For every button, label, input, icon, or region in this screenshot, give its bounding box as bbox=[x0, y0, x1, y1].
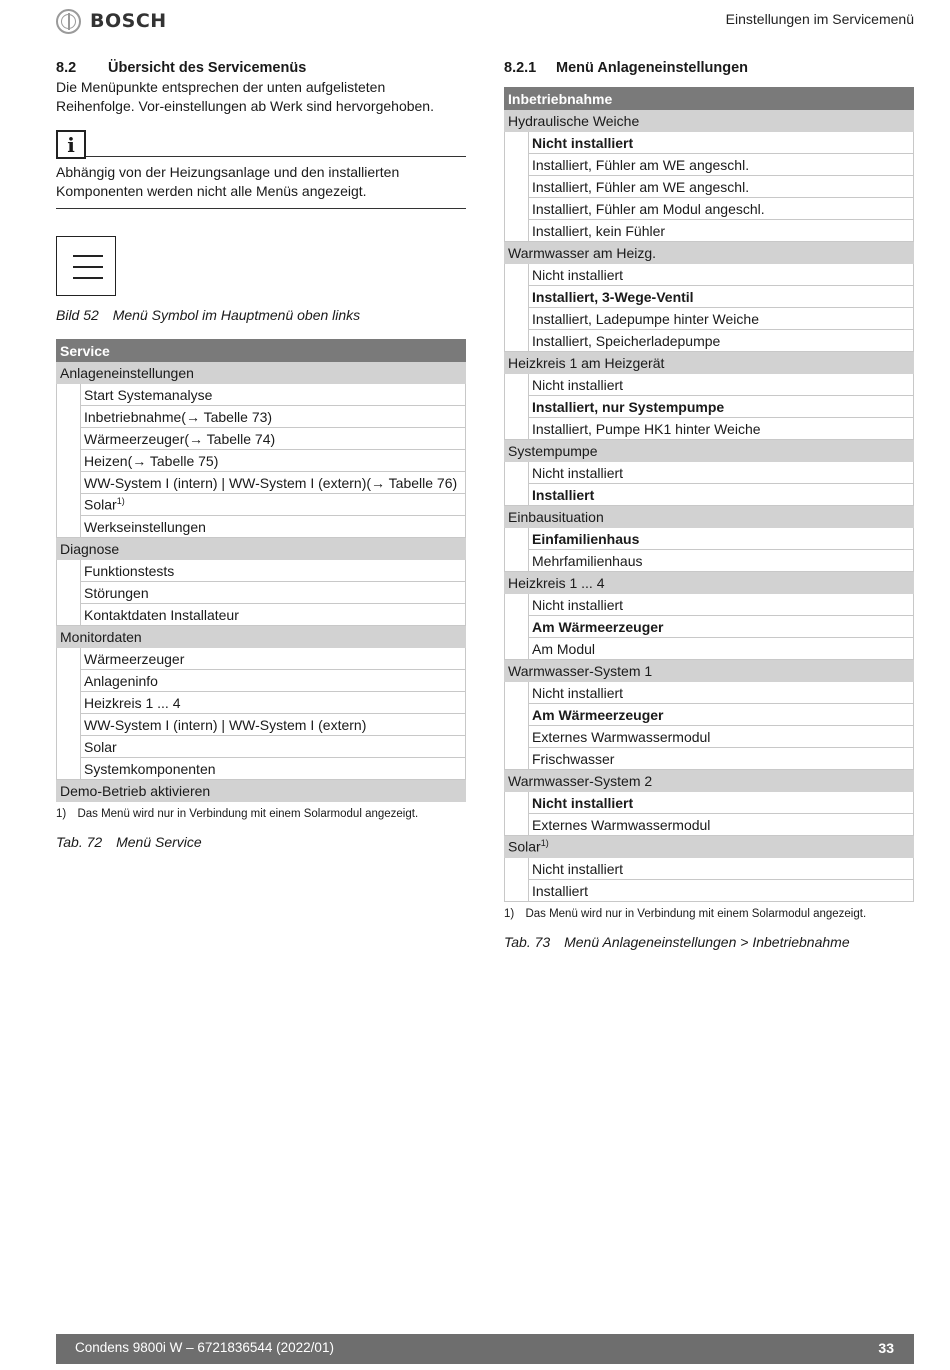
menu-item bbox=[529, 550, 914, 572]
document-id: Condens 9800i W – 6721836544 (2022/01) bbox=[75, 1340, 334, 1355]
section-heading bbox=[56, 58, 466, 78]
menu-item bbox=[529, 308, 914, 330]
menu-item-label: Anlageninfo bbox=[84, 672, 158, 689]
figure-number: Bild 52 bbox=[56, 307, 99, 323]
menu-group bbox=[505, 836, 914, 858]
menu-group-label: Einbausituation bbox=[508, 508, 604, 525]
menu-group-label: Hydraulische Weiche bbox=[508, 112, 640, 129]
menu-item bbox=[529, 594, 914, 616]
indent-cell bbox=[57, 714, 81, 736]
menu-item bbox=[81, 384, 466, 406]
menu-item-label: WW-System I (intern) | WW-System I (extern) bbox=[84, 716, 367, 733]
menu-item bbox=[529, 132, 914, 154]
indent-cell bbox=[505, 462, 529, 484]
indent-cell bbox=[505, 264, 529, 286]
indent-cell bbox=[505, 176, 529, 198]
menu-item bbox=[529, 220, 914, 242]
menu-item bbox=[529, 154, 914, 176]
indent-cell bbox=[57, 670, 81, 692]
menu-group-label: Warmwasser am Heizg. bbox=[508, 244, 657, 261]
footnote-number: 1) bbox=[56, 808, 67, 820]
menu-item bbox=[529, 462, 914, 484]
menu-item-label: Am Wärmeerzeuger bbox=[532, 706, 664, 723]
table-header: Service bbox=[57, 340, 466, 362]
indent-cell bbox=[505, 550, 529, 572]
indent-cell bbox=[57, 384, 81, 406]
menu-item-label: Externes Warmwassermodul bbox=[532, 728, 711, 745]
menu-item bbox=[81, 648, 466, 670]
menu-item-label: Installiert, Fühler am Modul angeschl. bbox=[532, 200, 765, 217]
subsection-number: 8.2.1 bbox=[504, 60, 537, 76]
menu-item-label: Nicht installiert bbox=[532, 794, 634, 811]
table-caption-text: Menü Anlageneinstellungen > Inbetriebnahme bbox=[564, 934, 850, 950]
menu-group bbox=[505, 572, 914, 594]
menu-group-label: Demo-Betrieb aktivieren bbox=[60, 782, 211, 799]
footnote-mark: 1) bbox=[116, 496, 125, 507]
table-number: Tab. 73 bbox=[504, 934, 551, 950]
indent-cell bbox=[505, 484, 529, 506]
figure-caption-text: Menü Symbol im Hauptmenü oben links bbox=[112, 307, 361, 323]
menu-item bbox=[529, 682, 914, 704]
indent-cell bbox=[505, 880, 529, 902]
menu-item-label: Einfamilienhaus bbox=[532, 530, 640, 547]
page-number: 33 bbox=[878, 1340, 894, 1356]
menu-item-label: Funktionstests bbox=[84, 562, 175, 579]
indent-cell bbox=[57, 604, 81, 626]
page-footer bbox=[56, 1334, 914, 1364]
indent-cell bbox=[57, 406, 81, 428]
menu-item-label: Nicht installiert bbox=[532, 860, 624, 877]
note-divider bbox=[86, 156, 466, 157]
menu-item bbox=[81, 582, 466, 604]
menu-item bbox=[81, 736, 466, 758]
menu-group bbox=[57, 626, 466, 648]
menu-item-label: Nicht installiert bbox=[532, 266, 624, 283]
menu-group-label: Warmwasser-System 2 bbox=[508, 772, 653, 789]
menu-item-label: Installiert, Speicherladepumpe bbox=[532, 332, 721, 349]
footnote-text: Das Menü wird nur in Verbindung mit einem Solarmodul angezeigt. bbox=[77, 808, 419, 820]
indent-cell bbox=[505, 220, 529, 242]
menu-item bbox=[81, 670, 466, 692]
menu-item-label: Installiert, Pumpe HK1 hinter Weiche bbox=[532, 420, 761, 437]
menu-item-label: Wärmeerzeuger(→ Tabelle 74) bbox=[84, 430, 276, 447]
indent-cell bbox=[57, 560, 81, 582]
menu-item-label: Nicht installiert bbox=[532, 684, 624, 701]
service-menu-table bbox=[56, 339, 466, 802]
menu-group bbox=[57, 362, 466, 384]
indent-cell bbox=[505, 748, 529, 770]
section-title: Übersicht des Servicemenüs bbox=[108, 60, 307, 76]
right-column bbox=[504, 58, 914, 950]
subsection-title: Menü Anlageneinstellungen bbox=[556, 60, 749, 76]
menu-item-label: Start Systemanalyse bbox=[84, 386, 213, 403]
menu-item bbox=[529, 726, 914, 748]
menu-item bbox=[81, 406, 466, 428]
note-text: Abhängig von der Heizungsanlage und den installierten Komponenten werden nicht alle Menüs angezeigt. bbox=[56, 163, 466, 209]
menu-item bbox=[81, 604, 466, 626]
menu-group bbox=[505, 110, 914, 132]
hamburger-menu-icon bbox=[56, 236, 116, 296]
menu-item-label: Systemkomponenten bbox=[84, 760, 216, 777]
menu-item-label: Mehrfamilienhaus bbox=[532, 552, 643, 569]
menu-item bbox=[81, 714, 466, 736]
menu-item-label: Installiert, Fühler am WE angeschl. bbox=[532, 156, 750, 173]
indent-cell bbox=[505, 330, 529, 352]
menu-item bbox=[529, 814, 914, 836]
indent-cell bbox=[505, 286, 529, 308]
bosch-logo bbox=[56, 8, 167, 34]
indent-cell bbox=[505, 726, 529, 748]
page-header bbox=[56, 8, 914, 34]
indent-cell bbox=[505, 638, 529, 660]
menu-group bbox=[505, 770, 914, 792]
section-number: 8.2 bbox=[56, 60, 77, 76]
brand-name: BOSCH bbox=[90, 10, 167, 32]
menu-group-label: Monitordaten bbox=[60, 628, 142, 645]
menu-item bbox=[529, 638, 914, 660]
indent-cell bbox=[505, 198, 529, 220]
menu-group-label: Heizkreis 1 am Heizgerät bbox=[508, 354, 665, 371]
menu-item bbox=[529, 374, 914, 396]
indent-cell bbox=[505, 418, 529, 440]
table-header: Inbetriebnahme bbox=[505, 88, 914, 110]
menu-item-label: Nicht installiert bbox=[532, 596, 624, 613]
indent-cell bbox=[57, 692, 81, 714]
menu-item-label: Solar bbox=[84, 738, 117, 755]
indent-cell bbox=[505, 154, 529, 176]
menu-group bbox=[505, 660, 914, 682]
menu-item-label: Störungen bbox=[84, 584, 149, 601]
menu-item-label: Frischwasser bbox=[532, 750, 615, 767]
table-caption bbox=[504, 934, 914, 950]
indent-cell bbox=[505, 594, 529, 616]
indent-cell bbox=[57, 582, 81, 604]
menu-group-label: Solar bbox=[508, 838, 541, 855]
figure-caption bbox=[56, 307, 466, 323]
menu-item bbox=[529, 198, 914, 220]
menu-item bbox=[529, 286, 914, 308]
menu-item-label: Installiert, nur Systempumpe bbox=[532, 398, 725, 415]
menu-item bbox=[81, 472, 466, 494]
menu-item-label: Kontaktdaten Installateur bbox=[84, 606, 239, 623]
footnote-number: 1) bbox=[504, 908, 515, 920]
indent-cell bbox=[57, 450, 81, 472]
menu-item-label: Inbetriebnahme(→ Tabelle 73) bbox=[84, 408, 273, 425]
bosch-armature-icon bbox=[56, 9, 81, 34]
table-caption-text: Menü Service bbox=[116, 834, 202, 850]
menu-item bbox=[81, 560, 466, 582]
menu-item-label: Externes Warmwassermodul bbox=[532, 816, 711, 833]
menu-group bbox=[505, 352, 914, 374]
menu-item bbox=[81, 428, 466, 450]
menu-group bbox=[505, 242, 914, 264]
footnote bbox=[56, 808, 466, 820]
indent-cell bbox=[505, 858, 529, 880]
left-column bbox=[56, 58, 466, 850]
menu-item bbox=[529, 616, 914, 638]
running-header-title: Einstellungen im Servicemenü bbox=[725, 11, 914, 27]
menu-group bbox=[505, 440, 914, 462]
menu-item bbox=[529, 396, 914, 418]
menu-item bbox=[81, 516, 466, 538]
table-caption bbox=[56, 834, 466, 850]
indent-cell bbox=[57, 472, 81, 494]
menu-item bbox=[529, 748, 914, 770]
indent-cell bbox=[505, 132, 529, 154]
info-note bbox=[56, 130, 466, 209]
indent-cell bbox=[505, 814, 529, 836]
inbetriebnahme-table bbox=[504, 87, 914, 902]
menu-item-label: Am Wärmeerzeuger bbox=[532, 618, 664, 635]
menu-item bbox=[529, 176, 914, 198]
table-number: Tab. 72 bbox=[56, 834, 103, 850]
indent-cell bbox=[505, 374, 529, 396]
menu-item-label: Solar bbox=[84, 496, 117, 513]
menu-item-label: Werkseinstellungen bbox=[84, 518, 206, 535]
menu-item-label: Nicht installiert bbox=[532, 464, 624, 481]
menu-item bbox=[529, 330, 914, 352]
menu-group bbox=[505, 506, 914, 528]
indent-cell bbox=[505, 792, 529, 814]
menu-item bbox=[529, 484, 914, 506]
menu-item bbox=[529, 792, 914, 814]
menu-item-label: Installiert bbox=[532, 486, 595, 503]
menu-item-label: Heizkreis 1 ... 4 bbox=[84, 694, 181, 711]
menu-group bbox=[57, 780, 466, 802]
menu-item-label: Wärmeerzeuger bbox=[84, 650, 185, 667]
menu-group-label: Systempumpe bbox=[508, 442, 598, 459]
indent-cell bbox=[57, 758, 81, 780]
indent-cell bbox=[505, 704, 529, 726]
menu-item-label: Installiert, 3-Wege-Ventil bbox=[532, 288, 694, 305]
indent-cell bbox=[57, 428, 81, 450]
menu-item bbox=[529, 858, 914, 880]
menu-item bbox=[81, 450, 466, 472]
menu-item bbox=[529, 880, 914, 902]
indent-cell bbox=[57, 494, 81, 516]
menu-item bbox=[81, 758, 466, 780]
menu-item-label: Nicht installiert bbox=[532, 376, 624, 393]
menu-group bbox=[57, 538, 466, 560]
menu-item bbox=[529, 418, 914, 440]
indent-cell bbox=[57, 648, 81, 670]
footnote-mark: 1) bbox=[540, 838, 549, 849]
indent-cell bbox=[57, 516, 81, 538]
indent-cell bbox=[505, 682, 529, 704]
indent-cell bbox=[505, 308, 529, 330]
menu-item-label: Installiert, Ladepumpe hinter Weiche bbox=[532, 310, 759, 327]
menu-item-label: Heizen(→ Tabelle 75) bbox=[84, 452, 219, 469]
indent-cell bbox=[57, 736, 81, 758]
subsection-heading bbox=[504, 58, 914, 78]
menu-item bbox=[529, 704, 914, 726]
menu-item-label: Installiert, kein Fühler bbox=[532, 222, 666, 239]
menu-item bbox=[81, 692, 466, 714]
footnote bbox=[504, 908, 914, 920]
menu-group-label: Anlageneinstellungen bbox=[60, 364, 194, 381]
menu-item bbox=[81, 494, 466, 516]
indent-cell bbox=[505, 616, 529, 638]
footnote-text: Das Menü wird nur in Verbindung mit einem Solarmodul angezeigt. bbox=[525, 908, 867, 920]
menu-item-label: WW-System I (intern) | WW-System I (extern)(→ Tabelle 76) bbox=[84, 474, 458, 491]
menu-item-label: Nicht installiert bbox=[532, 134, 634, 151]
menu-item bbox=[529, 264, 914, 286]
menu-item-label: Installiert, Fühler am WE angeschl. bbox=[532, 178, 750, 195]
menu-item-label: Am Modul bbox=[532, 640, 596, 657]
menu-group-label: Warmwasser-System 1 bbox=[508, 662, 653, 679]
info-icon: i bbox=[56, 130, 86, 159]
menu-group-label: Diagnose bbox=[60, 540, 120, 557]
menu-item bbox=[529, 528, 914, 550]
indent-cell bbox=[505, 396, 529, 418]
menu-group-label: Heizkreis 1 ... 4 bbox=[508, 574, 605, 591]
intro-paragraph: Die Menüpunkte entsprechen der unten aufgelisteten Reihenfolge. Vor-einstellungen ab Werk sind hervorgehoben. bbox=[56, 79, 434, 114]
menu-item-label: Installiert bbox=[532, 882, 589, 899]
indent-cell bbox=[505, 528, 529, 550]
